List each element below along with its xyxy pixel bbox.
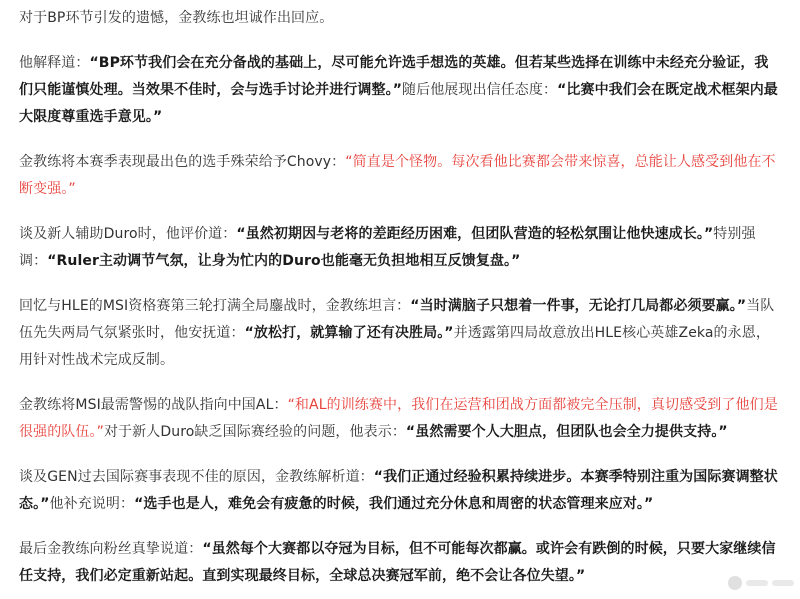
watermark-logo <box>704 571 794 595</box>
text-segment: 对于新人Duro缺乏国际赛经验的问题，他表示： <box>103 424 406 440</box>
highlight-quote-segment: “和AL的训练赛中，我们在运营和团战方面都被完全压制，真切感受到了他们是很强的队伍。” <box>19 397 778 440</box>
watermark-icon <box>728 576 742 590</box>
quote-segment: “放松打，就算输了还有决胜局。” <box>244 325 454 341</box>
quote-segment: “选手也是人，难免会有疲惫的时候，我们通过充分休息和周密的状态管理来应对。” <box>134 496 654 512</box>
text-segment: 最后金教练向粉丝真挚说道： <box>19 541 203 557</box>
paragraph-chovy <box>19 149 781 203</box>
highlight-quote-segment: “简直是个怪物。每次看他比赛都会带来惊喜，总能让人感受到他在不断变强。” <box>19 154 776 197</box>
quote-segment: “虽然需要个人大胆点，但团队也会全力提供支持。” <box>405 424 728 440</box>
paragraph-al-warning <box>19 392 781 446</box>
quote-segment: “我们正通过经验积累持续进步。本赛季特别注重为国际赛调整状态。” <box>19 469 778 512</box>
quote-segment: “虽然每个大赛都以夺冠为目标，但不可能每次都赢。或许会有跌倒的时候，只要大家继续信任支持，我们必定重新站起。直到实现最终目标，全球总决赛冠军前，绝不会让各位失望。” <box>19 541 776 584</box>
paragraph-bp-explanation <box>19 50 781 131</box>
paragraph-duro <box>19 221 781 275</box>
text-segment: 并透露第四局故意放出HLE核心英雄Zeka的永恩，用针对性战术完成反制。 <box>19 325 770 368</box>
watermark-mark <box>746 580 768 586</box>
quote-segment: “比赛中我们会在既定战术框架内最大限度尊重选手意见。” <box>19 82 778 125</box>
text-segment: 谈及GEN过去国际赛事表现不佳的原因，金教练解析道： <box>19 469 374 485</box>
text-segment: 对于BP环节引发的遗憾，金教练也坦诚作出回应。 <box>19 10 334 26</box>
quote-segment: “Ruler主动调节气氛，让身为忙内的Duro也能毫无负担地相互反馈复盘。” <box>47 253 521 269</box>
paragraph-gen-international <box>19 464 781 518</box>
text-segment: 当队伍先失两局气氛紧张时，他安抚道： <box>19 298 775 341</box>
text-segment: 谈及新人辅助Duro时，他评价道： <box>19 226 237 242</box>
watermark-mark <box>772 580 794 586</box>
text-segment: 金教练将本赛季表现最出色的选手殊荣给予Chovy： <box>19 154 346 170</box>
text-segment: 金教练将MSI最需警惕的战队指向中国AL： <box>19 397 288 413</box>
paragraph-fans-message <box>19 536 781 590</box>
text-segment: 特别强调： <box>19 226 756 269</box>
text-segment: 他解释道： <box>19 55 90 71</box>
quote-segment: “BP环节我们会在充分备战的基础上，尽可能允许选手想选的英雄。但若某些选择在训练中未经充分验证，我们只能谨慎处理。当效果不佳时，会与选手讨论并进行调整。” <box>19 55 769 98</box>
quote-segment: “当时满脑子只想着一件事，无论打几局都必须要赢。” <box>410 298 747 314</box>
paragraph-hle-msi <box>19 293 781 374</box>
quote-segment: “虽然初期因与老将的差距经历困难，但团队营造的轻松氛围让他快速成长。” <box>236 226 714 242</box>
text-segment: 回忆与HLE的MSI资格赛第三轮打满全局鏖战时，金教练坦言： <box>19 298 411 314</box>
text-segment: 随后他展现出信任态度： <box>402 82 558 98</box>
article-body <box>19 0 781 590</box>
text-segment: 他补充说明： <box>49 496 135 512</box>
paragraph-bp-intro <box>19 5 781 32</box>
